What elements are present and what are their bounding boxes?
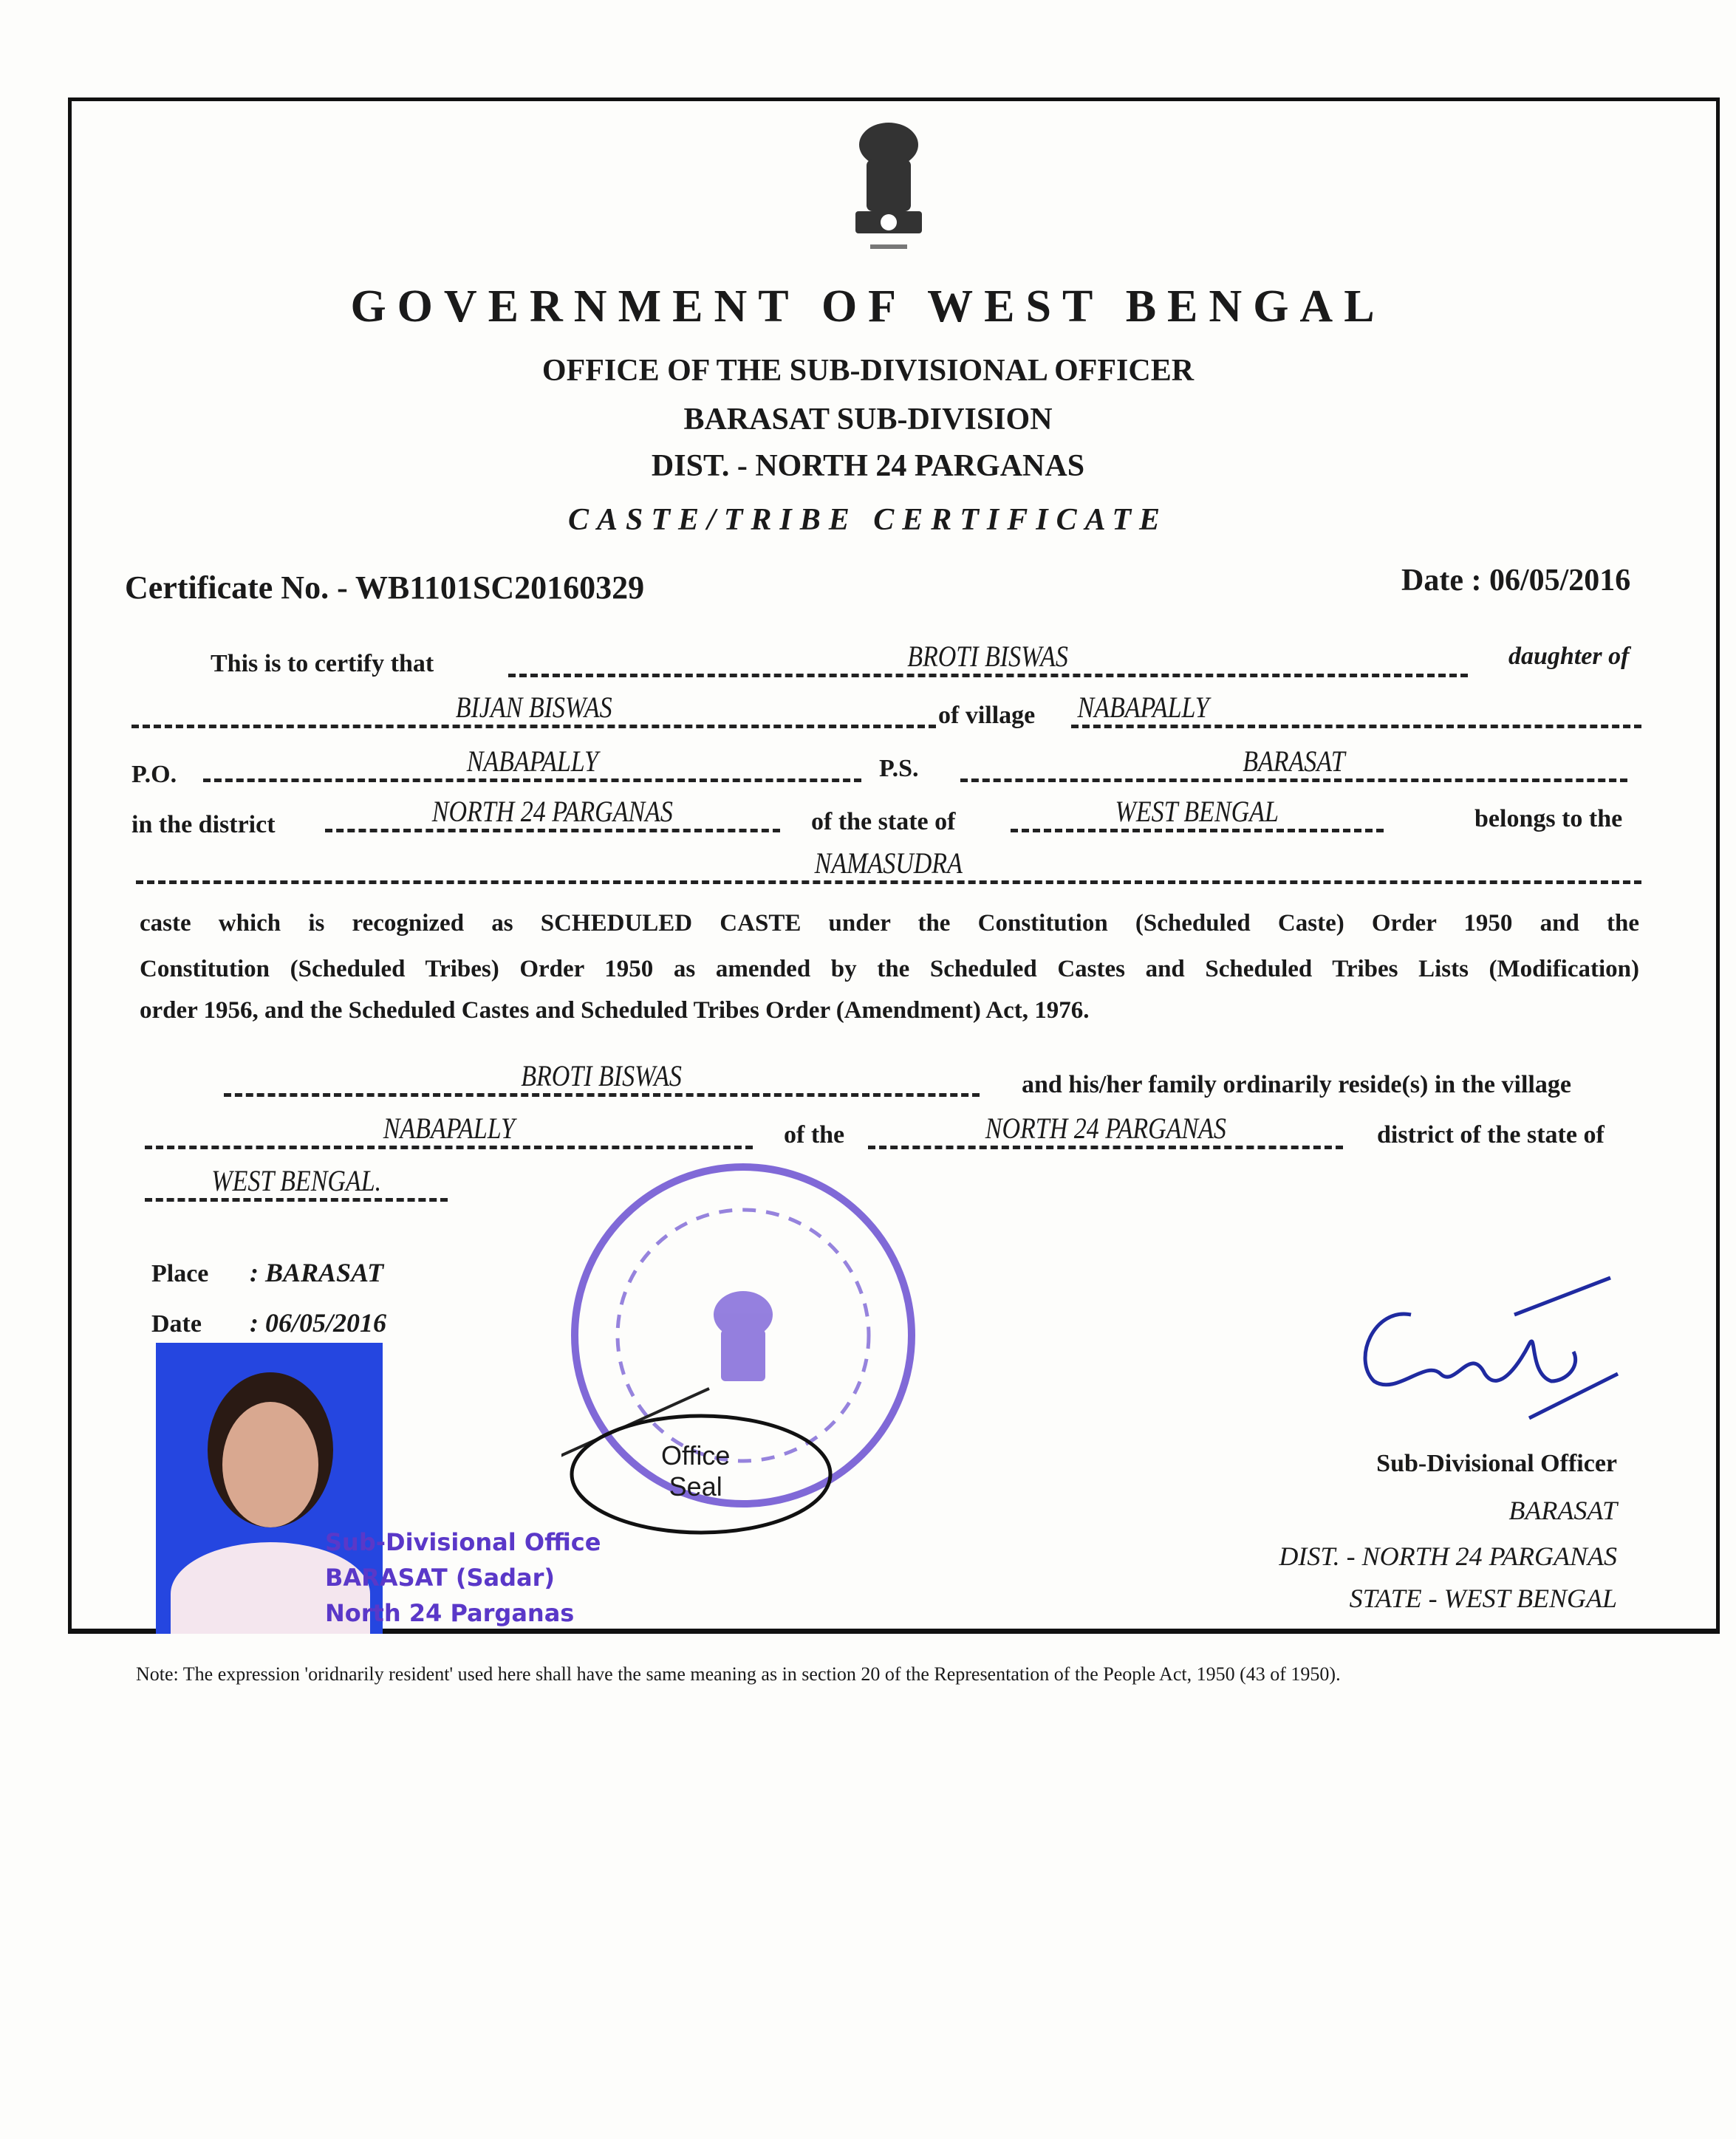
place-label: Place bbox=[151, 1260, 209, 1287]
district-label: in the district bbox=[131, 811, 276, 838]
signatory-title: Sub-Divisional Officer bbox=[1376, 1450, 1617, 1477]
seal-label-line-1: Office bbox=[661, 1440, 731, 1471]
signatory-district: DIST. - NORTH 24 PARGANAS bbox=[1279, 1541, 1617, 1571]
caste-field bbox=[136, 846, 1641, 884]
parent-value: BIJAN BISWAS bbox=[455, 691, 612, 724]
district2-field bbox=[868, 1112, 1343, 1149]
district-heading: DIST. - NORTH 24 PARGANAS bbox=[651, 449, 1085, 483]
po-field bbox=[203, 745, 861, 782]
seal-label-line-2: Seal bbox=[669, 1471, 722, 1502]
name-value: BROTI BISWAS bbox=[907, 640, 1069, 673]
photo-stamp-line-3: North 24 Parganas bbox=[325, 1599, 575, 1627]
village-value: NABAPALLY bbox=[1077, 691, 1209, 724]
photo-attestation-stamp bbox=[325, 1524, 601, 1631]
photo-stamp-line-2: BARASAT (Sadar) bbox=[325, 1564, 556, 1592]
ps-value: BARASAT bbox=[1243, 745, 1345, 778]
reside-label: and his/her family ordinarily reside(s) in the village bbox=[1022, 1071, 1571, 1098]
of-village-label: of village bbox=[938, 702, 1036, 729]
name2-field bbox=[224, 1059, 980, 1097]
daughter-of-label: daughter of bbox=[1508, 643, 1630, 670]
photo-stamp-line-1: Sub-Divisional Office bbox=[325, 1528, 601, 1556]
po-value: NABAPALLY bbox=[466, 745, 598, 778]
certificate-title: CASTE/TRIBE CERTIFICATE bbox=[567, 503, 1169, 537]
subdivision-heading: BARASAT SUB-DIVISION bbox=[683, 403, 1053, 437]
officer-signature bbox=[1344, 1270, 1633, 1433]
footnote: Note: The expression 'oridnarily resident' used here shall have the same meaning as in section 20 of the Representation of the People Act, 1950 (43 of 1950). bbox=[136, 1663, 1341, 1685]
belongs-label: belongs to the bbox=[1474, 805, 1623, 832]
state2-field bbox=[145, 1164, 448, 1202]
name2-value: BROTI BISWAS bbox=[521, 1059, 683, 1092]
parent-field bbox=[131, 691, 936, 728]
village2-field bbox=[145, 1112, 753, 1149]
paragraph-line-2: Constitution (Scheduled Tribes) Order 1950 as amended by the Scheduled Castes and Scheduled Tribes Lists (Modification) bbox=[140, 956, 1639, 982]
district-value: NORTH 24 PARGANAS bbox=[431, 795, 674, 828]
ps-label: P.S. bbox=[879, 755, 919, 782]
name-field bbox=[508, 640, 1468, 677]
district-field bbox=[325, 795, 780, 832]
place-value: : BARASAT bbox=[250, 1258, 384, 1287]
state-label: of the state of bbox=[811, 808, 956, 835]
office-seal-label bbox=[661, 1440, 730, 1502]
caste-value: NAMASUDRA bbox=[814, 846, 963, 880]
paragraph-line-1: caste which is recognized as SCHEDULED CASTE under the Constitution (Scheduled Caste) Order 1950 and the bbox=[140, 910, 1639, 937]
certify-label: This is to certify that bbox=[211, 650, 434, 677]
state-field bbox=[1011, 795, 1384, 832]
village2-value: NABAPALLY bbox=[383, 1112, 515, 1145]
paragraph-line-3: order 1956, and the Scheduled Castes and Scheduled Tribes Order (Amendment) Act, 1976. bbox=[140, 997, 1090, 1024]
issue-date: Date : 06/05/2016 bbox=[1401, 564, 1631, 598]
of-the-label: of the bbox=[784, 1121, 845, 1149]
district-of-state-label: district of the state of bbox=[1377, 1121, 1605, 1149]
signatory-state: STATE - WEST BENGAL bbox=[1349, 1584, 1617, 1613]
village-field bbox=[1071, 691, 1641, 728]
ps-field bbox=[960, 745, 1627, 782]
certificate-number: Certificate No. - WB1101SC20160329 bbox=[125, 569, 645, 606]
state-emblem-icon bbox=[841, 115, 937, 267]
po-label: P.O. bbox=[131, 761, 177, 788]
district2-value: NORTH 24 PARGANAS bbox=[985, 1112, 1226, 1145]
state2-value: WEST BENGAL. bbox=[211, 1164, 381, 1197]
signatory-place: BARASAT bbox=[1508, 1496, 1617, 1525]
government-heading: GOVERNMENT OF WEST BENGAL bbox=[350, 281, 1386, 332]
date-label: Date bbox=[151, 1310, 202, 1338]
office-heading: OFFICE OF THE SUB-DIVISIONAL OFFICER bbox=[541, 354, 1195, 388]
date-value: : 06/05/2016 bbox=[250, 1308, 386, 1338]
office-seal-stamp bbox=[561, 1152, 931, 1551]
state-value: WEST BENGAL bbox=[1115, 795, 1279, 828]
